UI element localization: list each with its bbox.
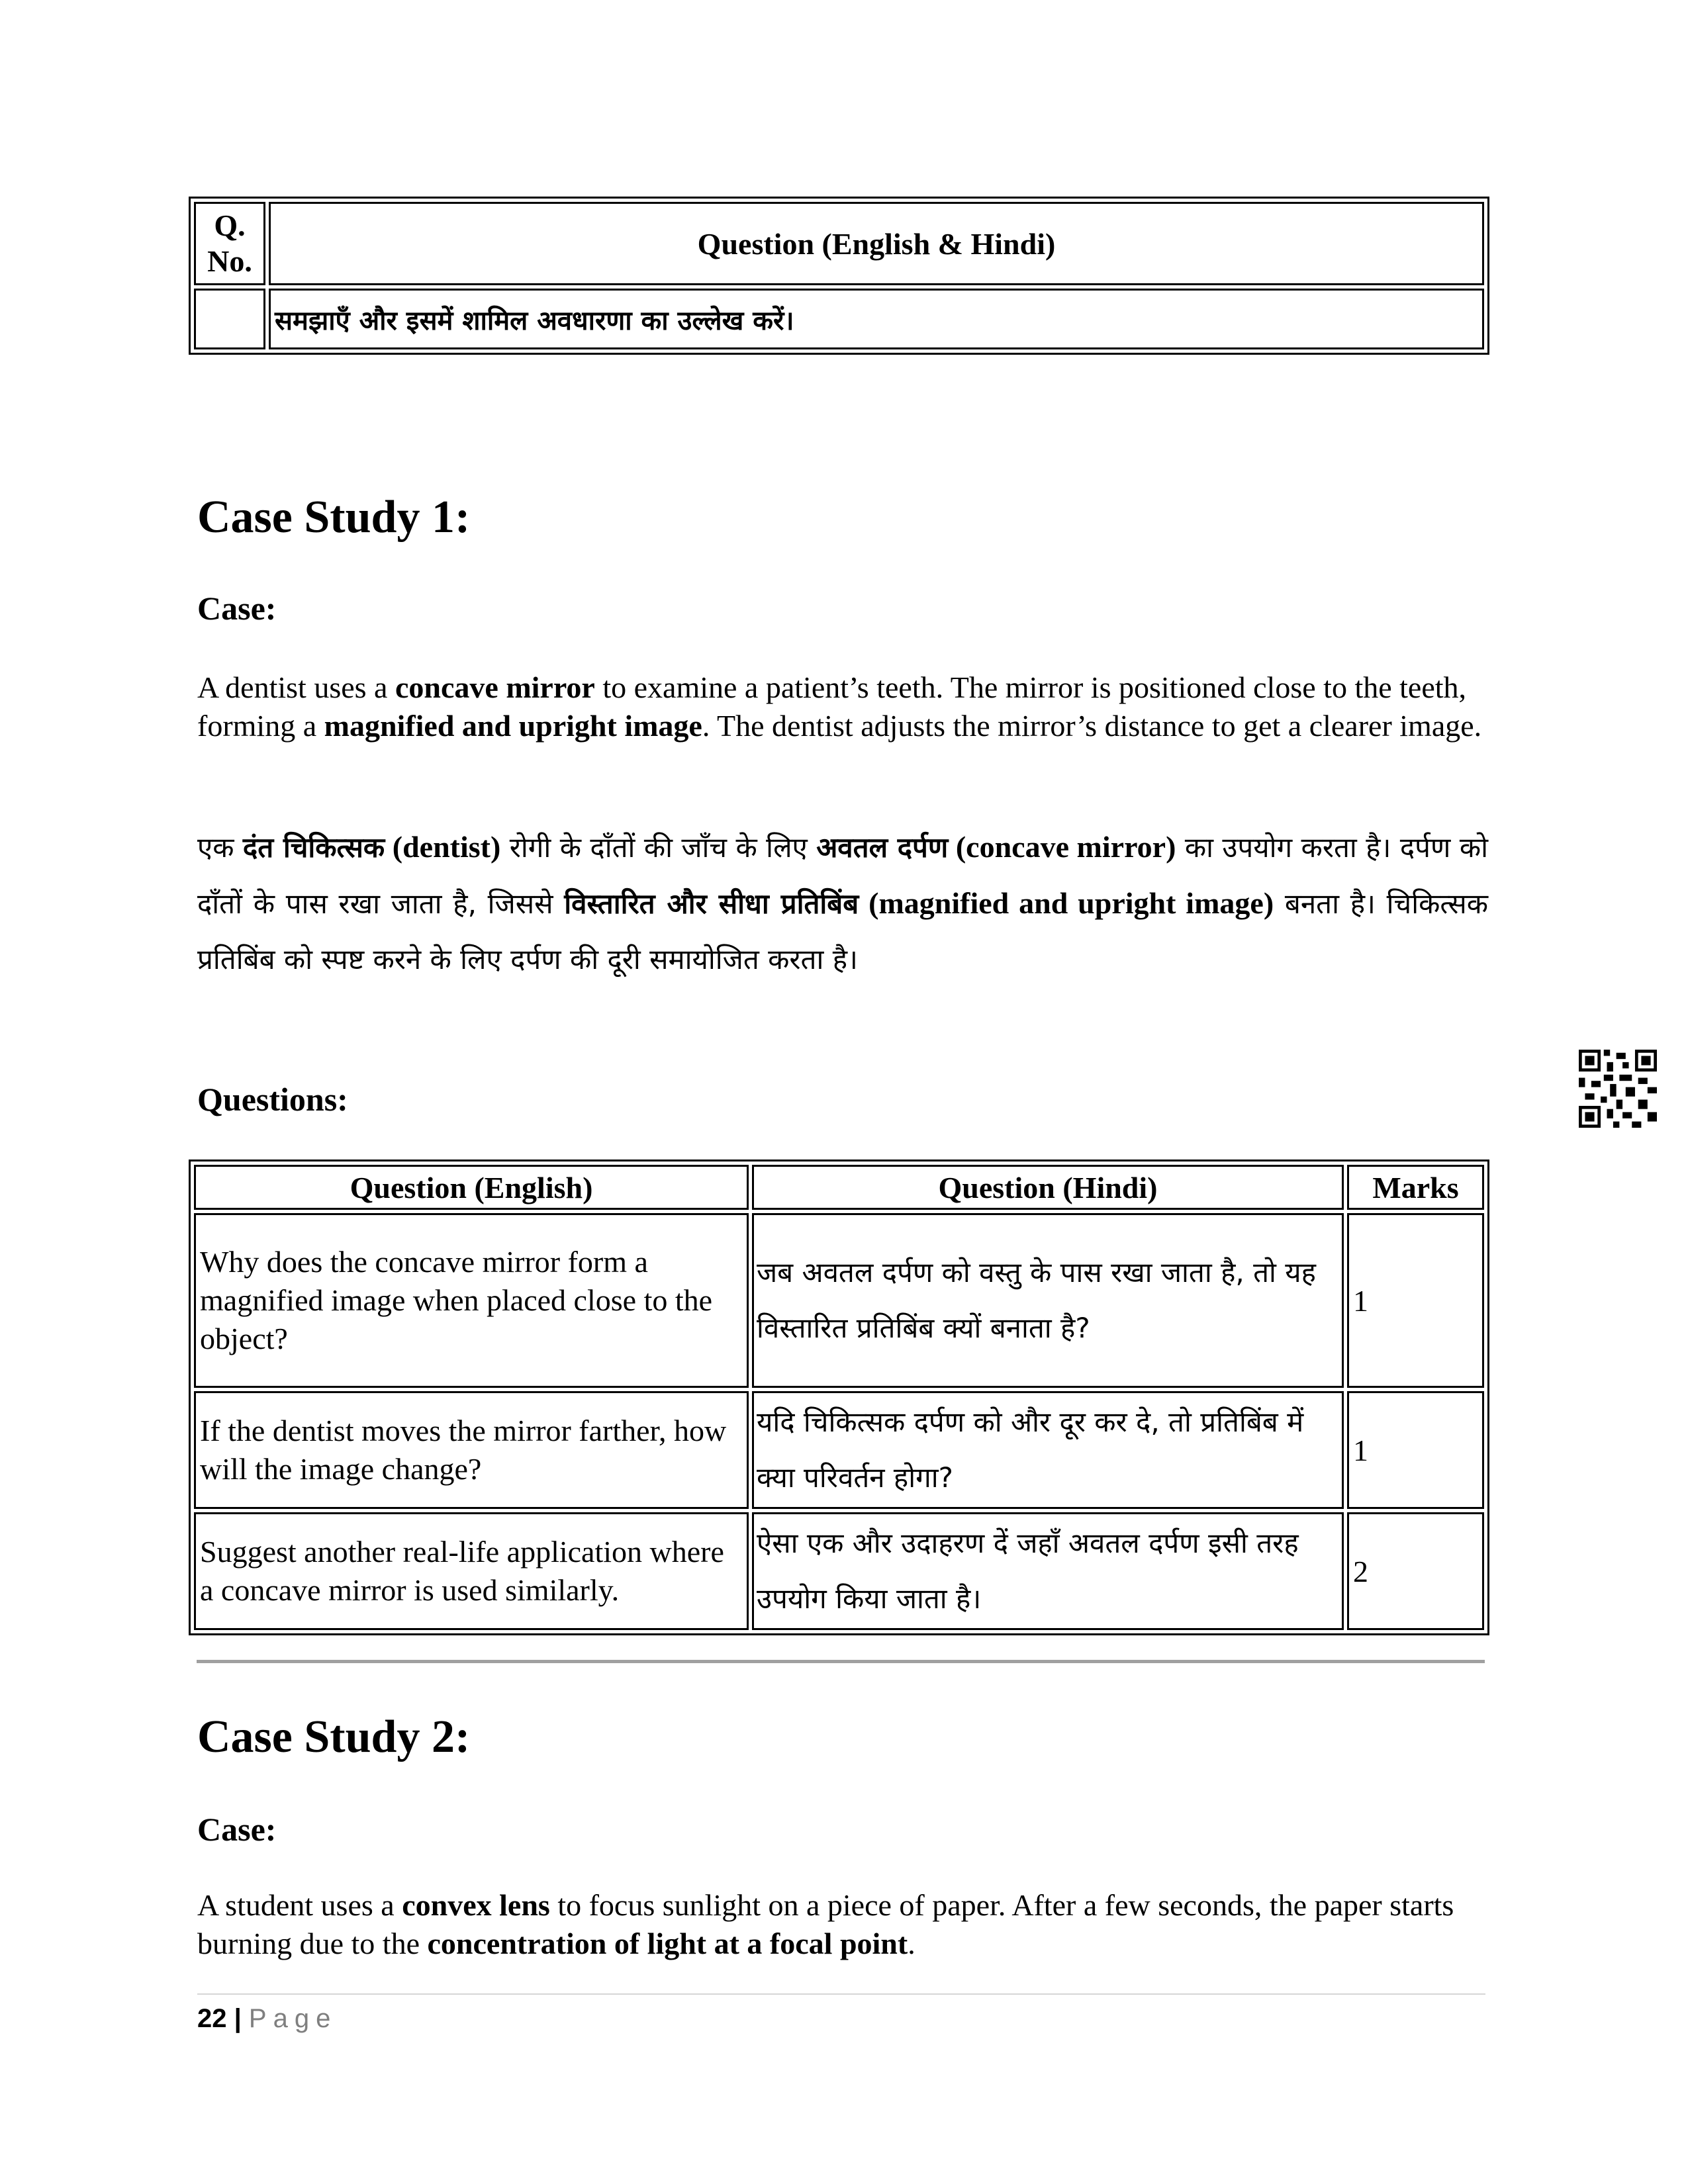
table-row — [194, 1391, 1484, 1509]
case-1-label: Case: — [197, 590, 277, 627]
case-2-label: Case: — [197, 1811, 277, 1848]
qr-code-icon — [1579, 1050, 1657, 1128]
question-hindi-cell: ऐसा एक और उदाहरण दें जहाँ अवतल दर्पण इसी तरह उपयोग किया जाता है। — [752, 1512, 1344, 1630]
case-1-hindi-paragraph: एक दंत चिकित्सक (dentist) रोगी के दाँतों की जाँच के लिए अवतल दर्पण (concave mirror) का उपयोग करता है। दर्पण को दाँतों के पास रखा जाता है, जिससे विस्तारित और सीधा प्रतिबिंब (magnified and upright image) बनता है। चिकित्सक प्रतिबिंब को स्पष्ट करने के लिए दर्पण की दूरी समायोजित करता है। — [197, 830, 1489, 976]
case-study-2-title: Case Study 2: — [197, 1711, 471, 1762]
case-1-questions-table — [189, 1160, 1489, 1635]
question-hindi-cell: समझाएँ और इसमें शामिल अवधारणा का उल्लेख करें। — [269, 289, 1484, 349]
marks-cell: 2 — [1347, 1512, 1484, 1630]
page-label: Page — [248, 2004, 338, 2033]
qno-cell — [194, 289, 265, 349]
header-question-hindi: Question (Hindi) — [752, 1165, 1344, 1210]
question-english-cell: Suggest another real-life application where a concave mirror is used similarly. — [194, 1512, 749, 1630]
top-question-table — [189, 197, 1489, 355]
page-footer — [197, 2004, 337, 2034]
header-question-english: Question (English) — [194, 1165, 749, 1210]
case-2-english-paragraph: A student uses a convex lens to focus sunlight on a piece of paper. After a few seconds, the paper starts burning due to the concentration of light at a focal point. — [197, 1888, 1454, 1960]
qno-header: Q. No. — [194, 202, 265, 285]
question-hindi-cell: जब अवतल दर्पण को वस्तु के पास रखा जाता है, तो यह विस्तारित प्रतिबिंब क्यों बनाता है? — [752, 1213, 1344, 1388]
marks-cell: 1 — [1347, 1391, 1484, 1509]
question-english-cell: Why does the concave mirror form a magnified image when placed close to the object? — [194, 1213, 749, 1388]
table-row — [194, 1512, 1484, 1630]
marks-cell: 1 — [1347, 1213, 1484, 1388]
question-hindi-cell: यदि चिकित्सक दर्पण को और दूर कर दे, तो प्रतिबिंब में क्या परिवर्तन होगा? — [752, 1391, 1344, 1509]
question-english-cell: If the dentist moves the mirror farther, how will the image change? — [194, 1391, 749, 1509]
case-1-english-paragraph: A dentist uses a concave mirror to examine a patient’s teeth. The mirror is positioned close to the teeth, forming a magnified and upright image. The dentist adjusts the mirror’s distance to get a clearer image. — [197, 670, 1482, 743]
question-header: Question (English & Hindi) — [269, 202, 1484, 285]
section-divider — [197, 1660, 1485, 1663]
header-marks: Marks — [1347, 1165, 1484, 1210]
footer-separator: | — [226, 2004, 249, 2033]
table-row — [194, 1213, 1484, 1388]
case-study-1-title: Case Study 1: — [197, 492, 471, 543]
page-number: 22 — [197, 2004, 227, 2033]
footer-divider — [197, 1993, 1485, 1995]
questions-label: Questions: — [197, 1081, 348, 1118]
